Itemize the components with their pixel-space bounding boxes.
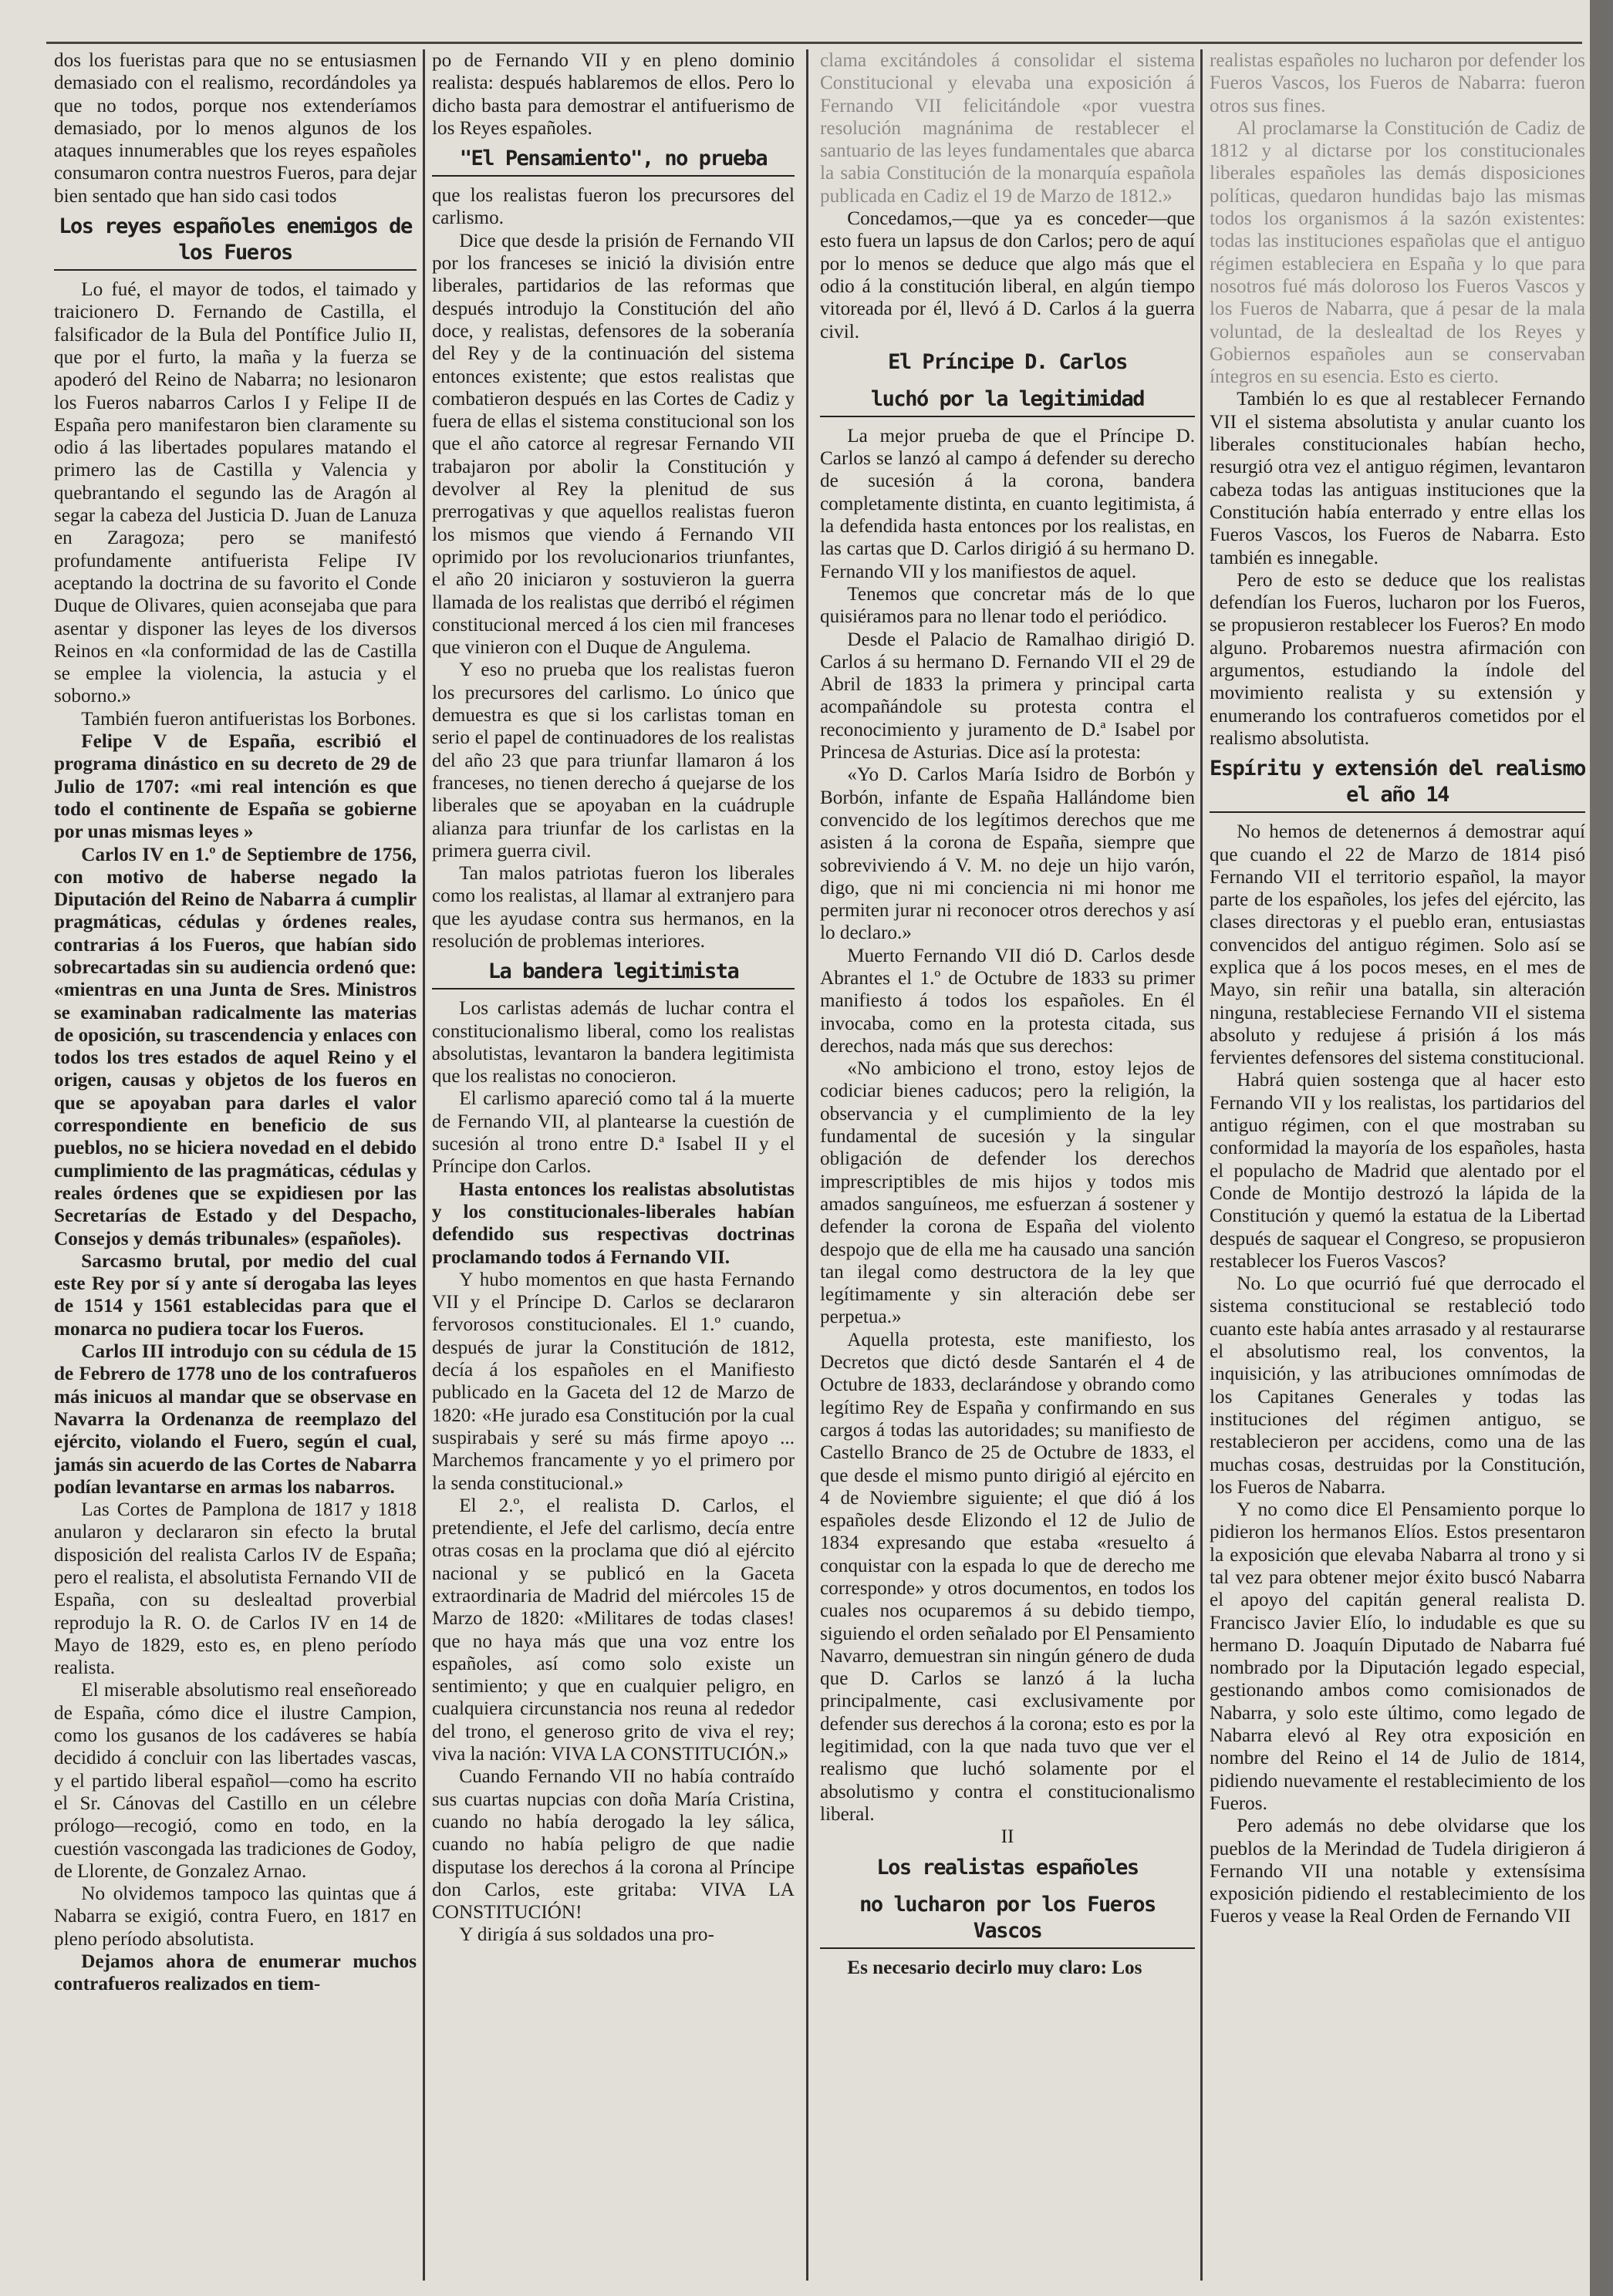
paragraph: Y no como dice El Pensamiento porque lo pidieron los hermanos Elíos. Estos presentaron la exposición que elevaba Nabarra al trono y si tal vez para obtener mejor éxito buscó Nabarra el apoyo del capitán general realista D. Francisco Javier Elío, lo indudable es que su hermano D. Joaquín Diputado de Nabarra fué nombrado por la Diputación legado especial, gestionando ambos como comisionados de Nabarra, y solo este último, como legado de Nabarra elevó al Rey otra exposición en nombre del Reino el 14 de Julio de 1814, pidiendo nuevamente el restablecimiento de los Fueros.: [1210, 1499, 1585, 1814]
paragraph: Hasta entonces los realistas absolutistas y los constitucionales-liberales habían defendido sus respectivas doctrinas proclamando todos á Fernando VII.: [432, 1178, 795, 1268]
paragraph: Sarcasmo brutal, por medio del cual este Rey por sí y ante sí derogaba las leyes de 1514 y 1561 establecidas para que el monarca no pudiera tocar los Fueros.: [54, 1250, 417, 1340]
paragraph: Cuando Fernando VII no había contraído sus cuartas nupcias con doña María Cristina, cuando no había derogado la ley sálica, cuando no había peligro de que nadie disputase los derechos á la corona al Príncipe don Carlos, este gritaba: VIVA LA CONSTITUCIÓN!: [432, 1766, 795, 1923]
paragraph: No. Lo que ocurrió fué que derrocado el sistema constitucional se restableció todo cuanto este había antes arrasado y al restaurarse el absolutismo real, los conventos, la inquisición, y las atribuciones omnímodas de los Capitanes Generales y todas las instituciones del régimen antiguo, se restablecieron per accidens, como una de las muchas cosas, destruidas por la Constitución, los Fueros de Nabarra.: [1210, 1273, 1585, 1498]
paragraph: Desde el Palacio de Ramalhao dirigió D. Carlos á su hermano D. Fernando VII el 29 de Abril de 1833 la primera y principal carta acompañándole su protesta contra el reconocimiento y juramento de D.ª Isabel por Princesa de Asturias. Dice así la protesta:: [820, 629, 1195, 764]
paragraph: Felipe V de España, escribió el programa dinástico en su decreto de 29 de Julio de 1707: «mi real intención es que todo el continente de España se gobierne por unas mismas leyes »: [54, 731, 417, 843]
column-3: [820, 49, 1195, 2287]
paragraph: Concedamos,—que ya es conceder—que esto fuera un lapsus de don Carlos; pero de aquí por lo menos se deduce que algo más que el odio á la constitución liberal, en algún tiempo vitoreada por él, llevó á D. Carlos á la guerra civil.: [820, 208, 1195, 342]
paragraph: Las Cortes de Pamplona de 1817 y 1818 anularon y declararon sin efecto la brutal disposición del realista Carlos IV de España; pero el realista, el absolutista Fernando VII de España, con su deslealtad proverbial reprodujo la R. O. de Carlos IV en 14 de Mayo de 1829, esto es, en pleno período realista.: [54, 1499, 417, 1679]
paragraph: Lo fué, el mayor de todos, el taimado y traicionero D. Fernando de Castilla, el falsificador de la Bula del Pontífice Julio II, que por el furto, la maña y la fuerza se apoderó del Reino de Nabarra; no lesionaron los Fueros nabarros Carlos I y Felipe II de España pero manifestaron bien claramente su odio á las libertades populares matando el primero las de Castilla y Valencia y quebrantando el segundo las de Aragón al segar la cabeza del Justicia D. Juan de Lanuza en Zaragoza; pero se manifestó profundamente antifuerista Felipe IV aceptando la doctrina de su favorito el Conde Duque de Olivares, quien aconsejaba que para asentar y disponer las leyes de los diversos Reinos en «la conformidad de las de Castilla se emplee la violencia, la astucia y el soborno.»: [54, 279, 417, 707]
paragraph: clama excitándoles á consolidar el sistema Constitucional y elevaba una exposición á Fernando VII felicitándole «por vuestra resolución magnánima de restablecer el santuario de las leyes fundamentales que abarca la sabia Constitución de la monarquía española publicada en Cadiz el 19 de Marzo de 1812.»: [820, 50, 1195, 207]
paragraph: po de Fernando VII y en pleno dominio realista: después hablaremos de ellos. Pero lo dicho basta para demostrar el antifuerismo de los Reyes españoles.: [432, 50, 795, 139]
paragraph: Y eso no prueba que los realistas fueron los precursores del carlismo. Lo único que demuestra es que si los carlistas toman en serio el papel de continuadores de los realistas del año 23 que para triunfar llamaron á los franceses, no tienen derecho á quejarse de los liberales que se apoyaban en la cuádruple alianza para triunfar de los carlistas en la primera guerra civil.: [432, 659, 795, 861]
section-heading: El Príncipe D. Carlos: [888, 349, 1127, 374]
column-2: [432, 49, 795, 2287]
paragraph: También fueron antifueristas los Borbones.: [81, 708, 417, 730]
paragraph: Dice que desde la prisión de Fernando VII por los franceses se inició la división entre liberales, partidarios de las reformas que después introdujo la Constitución del año doce, y realistas, defensores de la soberanía del Rey y de la continuación del sistema entonces existente; que estos realistas que combatieron después en las Cortes de Cadiz y fuera de ellas el sistema constitucional son los que el año catorce al regresar Fernando VII trabajaron por abolir la Constitución y devolver al Rey la plenitud de sus prerrogativas y que aquellos realistas fueron los mismos que viendo á Fernando VII oprimido por los revolucionarios triunfantes, el año 20 iniciaron y sostuvieron la guerra llamada de los realistas que derribó el régimen constitucional merced á los cien mil franceses que vinieron con el Duque de Angulema.: [432, 230, 795, 659]
column-rule: [423, 49, 425, 2281]
paragraph: Aquella protesta, este manifiesto, los Decretos que dictó desde Santarén el 4 de Octubre de 1833, declarándose y obrando como legítimo Rey de España y confirmando en sus cargos á todas las autoridades; su manifiesto de Castello Branco de 25 de Octubre de 1833, el que desde el mismo punto dirigió al ejército en 4 de Noviembre siguiente; el que dió á los españoles desde Elizondo el 12 de Julio de 1834 expresando que estaba «resuelto á conquistar con la espada lo que de derecho me corresponde» y otros documentos, en todos los cuales nos ocuparemos á su debido tiempo, siguiendo el orden señalado por El Pensamiento Navarro, demuestran sin ningún género de duda que D. Carlos se lanzó á la lucha principalmente, casi exclusivamente por defender sus derechos á la corona; esto es por la legitimidad, con la que nada tuvo que ver el realismo que luchó solamente por el absolutismo y contra el constitucionalismo liberal.: [820, 1329, 1195, 1825]
section-number: II: [1001, 1826, 1014, 1848]
paragraph: dos los fueristas para que no se entusiasmen demasiado con el realismo, recordándoles ya que no todos, porque nos extenderíamos demasiado, por lo menos algunos de los ataques innumerables que los reyes españoles consumaron contra nuestros Fueros, para dejar bien sentado que han sido casi todos: [54, 50, 417, 207]
paragraph: Los carlistas además de luchar contra el constitucionalismo liberal, como los realistas absolutistas, levantaron la bandera legitimista que los realistas no conocieron.: [432, 998, 795, 1087]
paragraph: Habrá quien sostenga que al hacer esto Fernando VII y los realistas, los partidarios del antiguo régimen, con el que mostraban su conformidad la mayoría de los españoles, hasta el populacho de Madrid que alentado por el Conde de Montijo destrozó la lápida de la Constitución y quemó la estatua de la Libertad después de saquear el Congreso, se propusieron restablecer los Fueros Vascos?: [1210, 1070, 1585, 1272]
paragraph: Es necesario decirlo muy claro: Los: [847, 1957, 1142, 1978]
paragraph: «Yo D. Carlos María Isidro de Borbón y Borbón, infante de España Hallándome bien convencido de los legítimos derechos que me asisten á la corona de España, siempre que sobreviviendo á V. M. no deje un hijo varón, digo, que ni mi conciencia ni mi honor me permiten jurar ni reconocer otros derechos y así lo declaro.»: [820, 764, 1195, 944]
paragraph: Y hubo momentos en que hasta Fernando VII y el Príncipe D. Carlos se declararon fervorosos constitucionales. El 1.º cuando, después de jurar la Constitución de 1812, decía á los españoles en el Manifiesto publicado en la Gaceta del 12 de Marzo de 1820: «He jurado esa Constitución por la cual suspirabais y seré su más firme apoyo ... Marchemos francamente y yo el primero por la senda constitucional.»: [432, 1269, 795, 1494]
section-heading: Los realistas españoles: [876, 1855, 1139, 1880]
section-heading: Los reyes españoles enemigos de los Fueros: [54, 214, 417, 271]
paragraph: También lo es que al restablecer Fernando VII el sistema absolutista y anular cuanto los liberales constitucionales habían hecho, resurgió otra vez el antiguo régimen, levantaron cabeza todas las antiguas instituciones que la Constitución había enterrado y entre ellas los Fueros Vascos, los Fueros de Nabarra. Esto también es innegable.: [1210, 389, 1585, 568]
column-rule: [1200, 49, 1203, 2281]
paragraph: Al proclamarse la Constitución de Cadiz de 1812 y al dictarse por los constitucionales liberales españoles las demás disposiciones políticas, quedaron hundidas bajo las mismas todos los organismos á la sazón existentes: todas las instituciones españolas que el antiguo régimen estableciera en España y lo que para nosotros fué más doloroso los Fueros Vascos y los Fueros de Nabarra, que á pesar de la mala voluntad, de la deslealtad de los Reyes y Gobiernos españoles aun se conservaban íntegros en su esencia. Esto es cierto.: [1210, 117, 1585, 388]
paragraph: Y dirigía á sus soldados una pro-: [459, 1924, 714, 1946]
paragraph: El 2.º, el realista D. Carlos, el pretendiente, el Jefe del carlismo, decía entre otras cosas en la proclama que dió al ejército nacional y se publicó en la Gaceta extraordinaria de Madrid del miércoles 15 de Marzo de 1820: «Militares de todas clases! que no haya más que una voz entre los españoles, así como solo existe un sentimiento; y que en cualquier peligro, en cualquiera circunstancia nos reuna al rededor del trono, el generoso grito de viva el rey; viva la nación: VIVA LA CONSTITUCIÓN.»: [432, 1495, 795, 1765]
paragraph: No hemos de detenernos á demostrar aquí que cuando el 22 de Marzo de 1814 pisó Fernando VII el territorio español, la mayor parte de los españoles, los jefes del ejército, las clases directoras y el pueblo eran, entusiastas convencidos del antiguo régimen. Solo así se explica que á los pocos meses, en el mes de Mayo, sin reñir una batalla, sin alteración ninguna, restableciese Fernando VII el sistema absoluto y redujese á prisión á los más fervientes defensores del sistema constitucional.: [1210, 821, 1585, 1069]
page-edge-shadow: [1590, 0, 1613, 2296]
paragraph: Tenemos que concretar más de lo que quisiéramos para no llenar todo el periódico.: [820, 583, 1195, 628]
paragraph: No olvidemos tampoco las quintas que á Nabarra se exigió, contra Fuero, en 1817 en pleno período absolutista.: [54, 1883, 417, 1950]
column-1: [54, 49, 417, 2287]
paragraph: Pero de esto se deduce que los realistas defendían los Fueros, lucharon por los Fueros, se propusieron restablecer los Fueros? En modo alguno. Probaremos nuestra afirmación con argumentos, estudiando la índole del movimiento realista y su extensión y enumerando los contrafueros cometidos por el realismo absolutista.: [1210, 569, 1585, 749]
section-heading: Espíritu y extensión del realismo el año 14: [1210, 756, 1585, 813]
paragraph: «No ambiciono el trono, estoy lejos de codiciar bienes caducos; pero la religión, la observancia y el cumplimiento de la ley fundamental de sucesión y la singular obligación de defender los derechos imprescriptibles de mis hijos y todos mis amados sanguíneos, me esfuerzan á sostener y defender la corona de España del violento despojo que de ella me ha causado una sanción tan ilegal como destructora de la ley que legítimamente y sin alteración debe ser perpetua.»: [820, 1058, 1195, 1328]
column-4: [1210, 49, 1585, 2287]
section-heading: La bandera legitimista: [432, 959, 795, 990]
section-heading: "El Pensamiento", no prueba: [432, 146, 795, 177]
paragraph: Muerto Fernando VII dió D. Carlos desde Abrantes el 1.º de Octubre de 1833 su primer manifiesto á todos los españoles. En él invocaba, como en la protesta citada, sus derechos, nada más que sus derechos:: [820, 945, 1195, 1057]
paragraph: que los realistas fueron los precursores del carlismo.: [432, 185, 795, 229]
top-rule: [46, 42, 1582, 44]
paragraph: El carlismo apareció como tal á la muerte de Fernando VII, al plantearse la cuestión de sucesión al trono entre D.ª Isabel II y el Príncipe don Carlos.: [432, 1088, 795, 1178]
paragraph: La mejor prueba de que el Príncipe D. Carlos se lanzó al campo á defender su derecho de sucesión á la corona, bandera completamente distinta, en cuanto legitimista, á la defendida hasta entonces por los realistas, en las cartas que D. Carlos dirigió á su hermano D. Fernando VII y los manifiestos de aquel.: [820, 425, 1195, 582]
paragraph: Pero además no debe olvidarse que los pueblos de la Merindad de Tudela dirigieron á Fernando VII una notable y extensísima exposición pidiendo el restablecimiento de los Fueros y vease la Real Orden de Fernando VII: [1210, 1816, 1585, 1927]
paragraph: realistas españoles no lucharon por defender los Fueros Vascos, los Fueros de Nabarra: fueron otros sus fines.: [1210, 50, 1585, 116]
column-rule: [806, 49, 808, 2281]
paragraph: Dejamos ahora de enumerar muchos contrafueros realizados en tiem-: [54, 1951, 417, 1995]
section-subheading: luchó por la legitimidad: [820, 386, 1195, 417]
paragraph: Carlos IV en 1.º de Septiembre de 1756, con motivo de haberse negado la Diputación del Reino de Nabarra á cumplir pragmáticas, cédulas y órdenes reales, contrarias á los Fueros, que habían sido sobrecartadas sin su audiencia ordenó que: «mientras en una Junta de Sres. Ministros se examinaban radicalmente las materias de oposición, su trascendencia y enlaces con todos los tres estados de aquel Reino y el origen, causas y objetos de los fueros en que se apoyaban para darles el valor correspondiente en beneficio de sus pueblos, no se hiciera novedad en el debido cumplimiento de las pragmáticas, cédulas y reales órdenes que se expidiesen por las Secretarías de Estado y del Despacho, Consejos y demás tribunales» (españoles).: [54, 844, 417, 1249]
paragraph: Tan malos patriotas fueron los liberales como los realistas, al llamar al extranjero para que les ayudase contra sus hermanos, en la resolución de problemas interiores.: [432, 863, 795, 952]
section-subheading: no lucharon por los Fueros Vascos: [820, 1892, 1195, 1949]
paragraph: El miserable absolutismo real enseñoreado de España, cómo dice el ilustre Campion, como los gusanos de los cadáveres se había decidido á concluir con las libertades vascas, y el partido liberal español—como ha escrito el Sr. Cánovas del Castillo en un célebre prólogo—recogió, como en todo, en la cuestión vascongada las tradiciones de Godoy, de Llorente, de Gonzalez Arnao.: [54, 1680, 417, 1882]
paragraph: Carlos III introdujo con su cédula de 15 de Febrero de 1778 uno de los contrafueros más inicuos al mandar que se observase en Navarra la Ordenanza de reemplazo del ejército, violando el Fuero, según el cual, jamás sin acuerdo de las Cortes de Nabarra podían levantarse en armas los nabarros.: [54, 1341, 417, 1498]
